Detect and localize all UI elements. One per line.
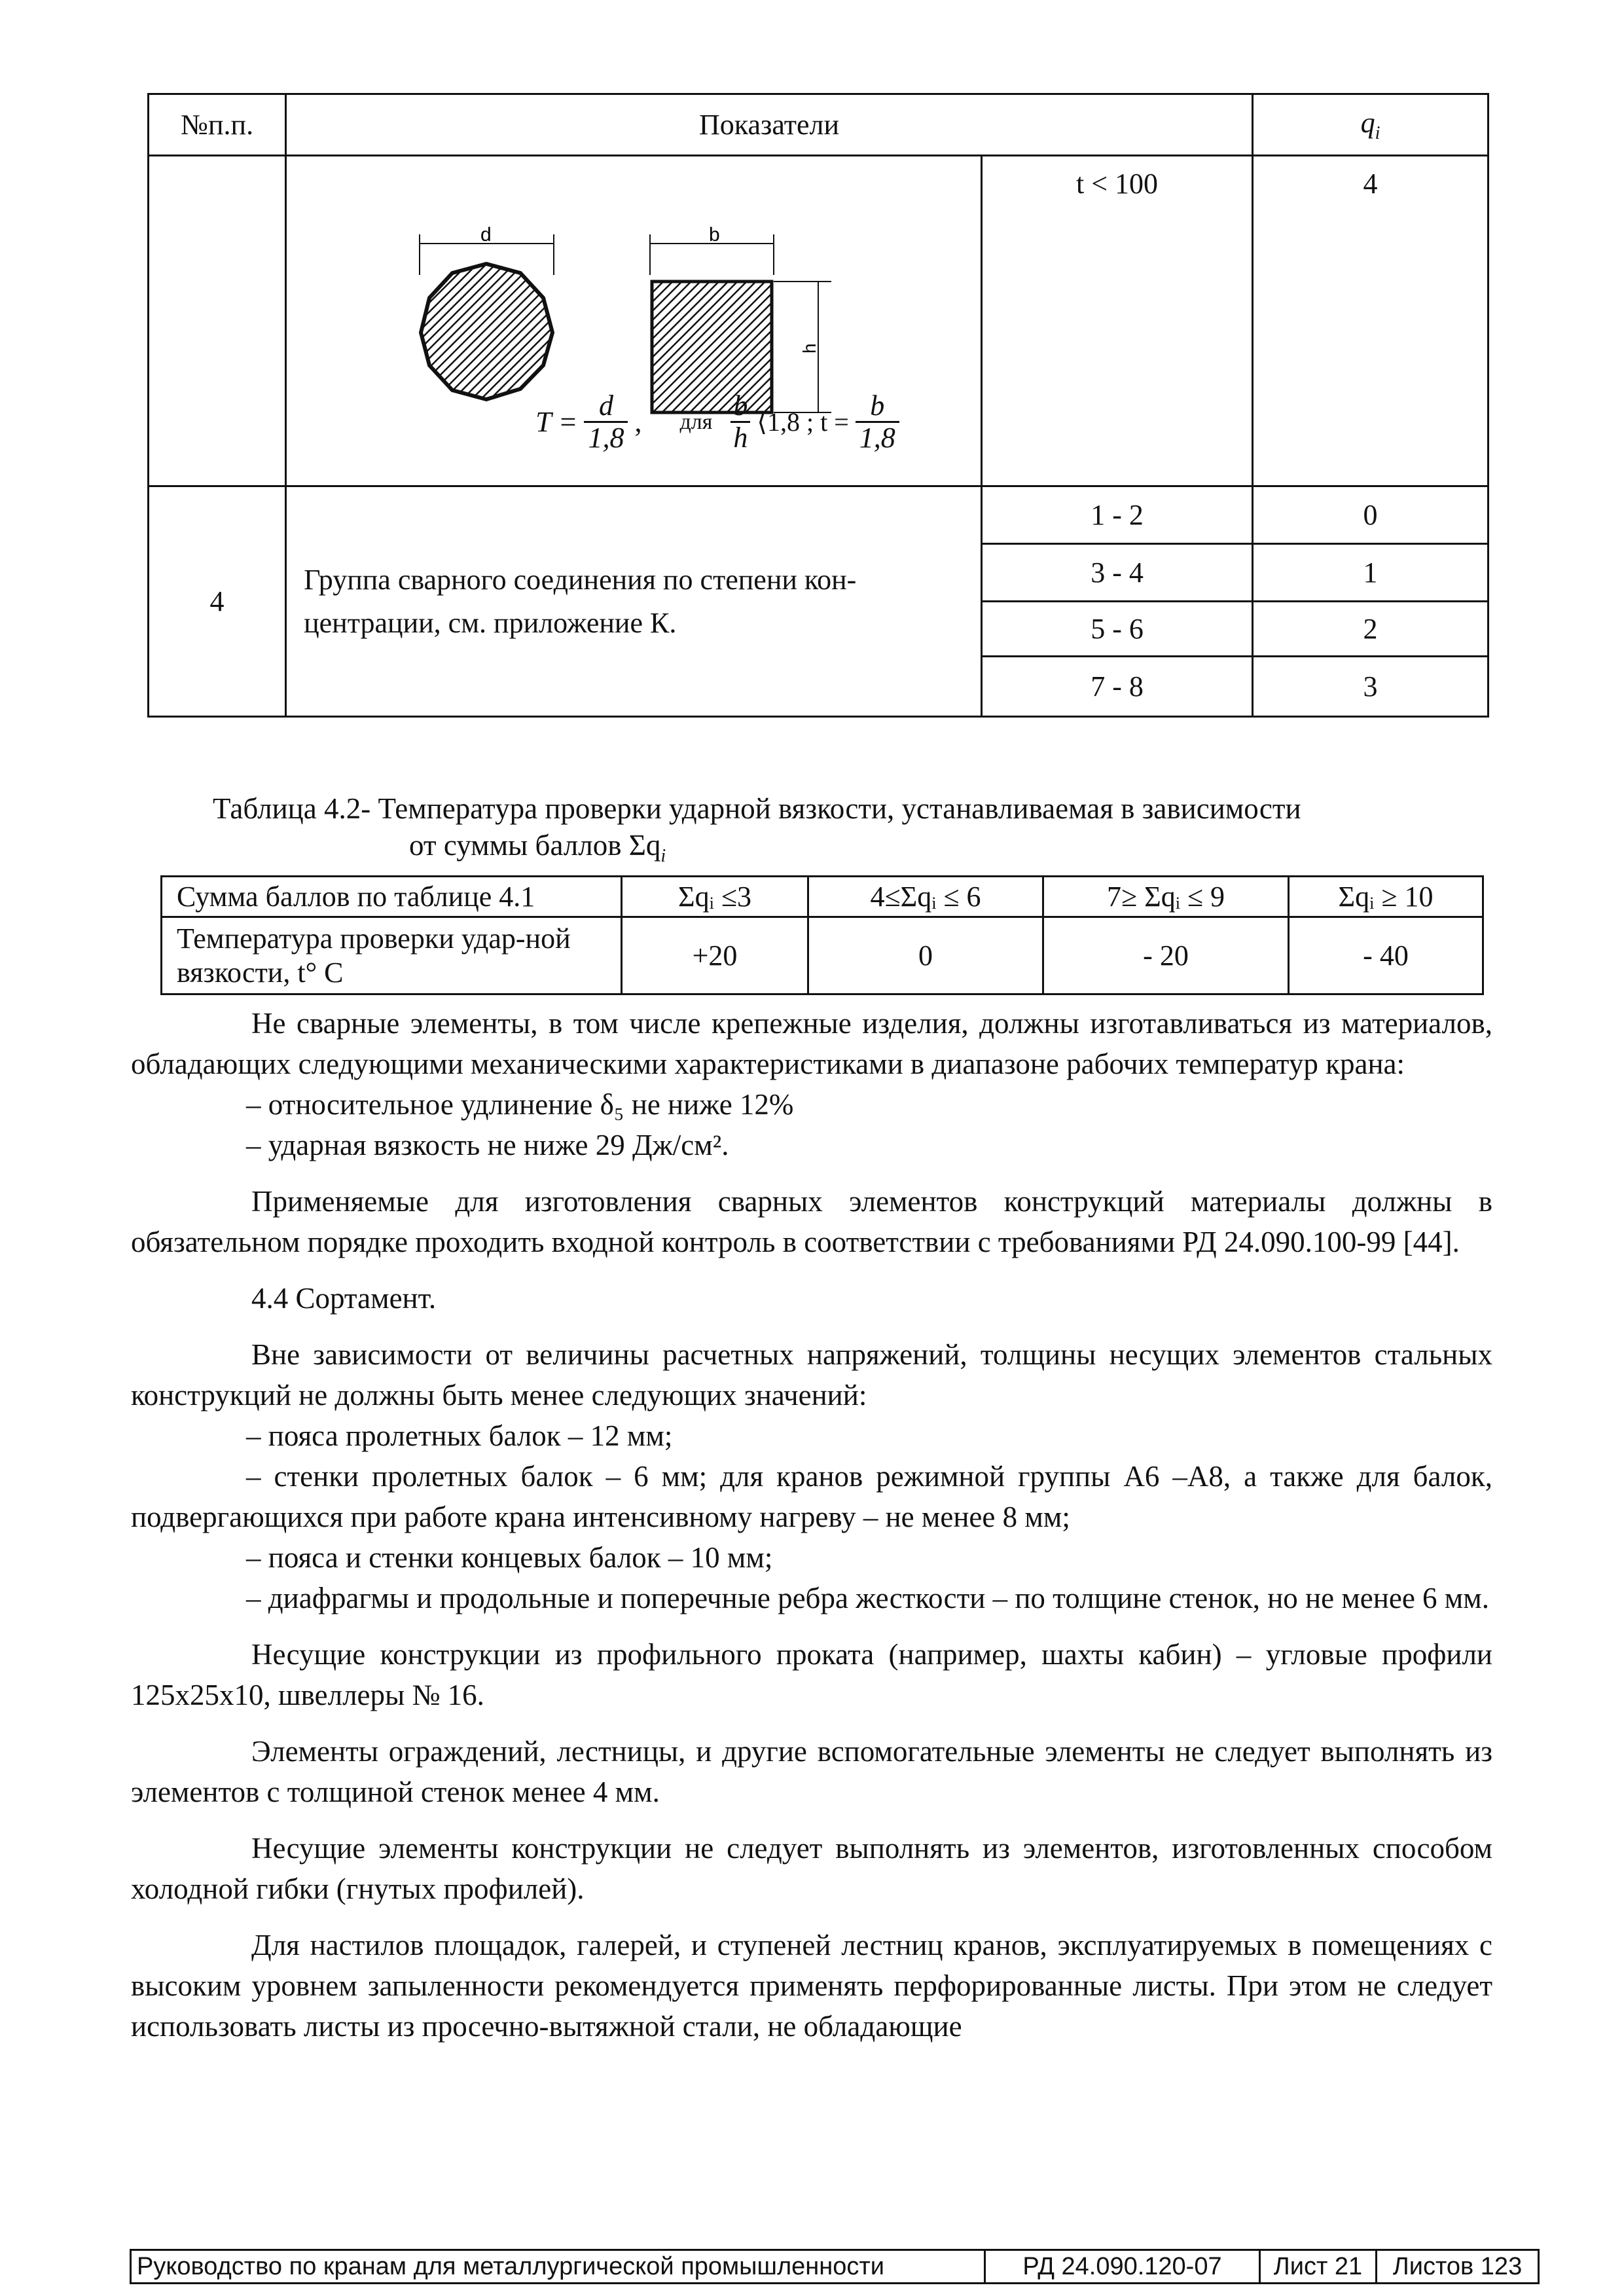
- group-q: 3: [1252, 657, 1488, 717]
- sum-range: 4≤Σqᵢ ≤ 6: [808, 877, 1043, 917]
- bullet-flanges: – пояса пролетных балок – 12 мм;: [246, 1419, 673, 1452]
- bullet-webs: – стенки пролетных балок – 6 мм; для кранов режимной группы А6 –А8, а также для балок, подвергающихся при работе крана интенсивному нагреву – не менее 8 мм;: [131, 1460, 1492, 1533]
- paragraph-fences: Элементы ограждений, лестницы, и другие вспомогательные элементы не следует выполнять из элементов с толщиной стенок менее 4 мм.: [131, 1735, 1492, 1808]
- paragraph-cold-bending: Несущие элементы конструкции не следует выполнять из элементов, изготовленных способом холодной гибки (гнутых профилей).: [131, 1832, 1492, 1905]
- paragraph-thickness: Вне зависимости от величины расчетных напряжений, толщины несущих элементов стальных конструкций не должны быть менее следующих значений:: [131, 1338, 1492, 1412]
- temperature-label: Температура проверки удар-ной вязкости, t° C: [162, 917, 622, 994]
- body-text: [131, 1003, 1492, 2047]
- dim-d-label: d: [480, 224, 492, 246]
- rect-section-icon: [650, 224, 831, 412]
- range-t-lt-100: t < 100: [982, 156, 1253, 486]
- temperature-row: [162, 917, 1483, 994]
- temperature-value: 0: [808, 917, 1043, 994]
- section-heading-4-4: 4.4 Сортамент.: [251, 1282, 437, 1315]
- footer-sheets-total: Листов 123: [1392, 2252, 1523, 2280]
- paragraph-decking: Для настилов площадок, галерей, и ступеней лестниц кранов, эксплуатируемых в помещениях с высоким уровнем запыленности рекомендуется применять перфорированные листы. При этом не следует использовать листы из просечно-вытяжной стали, не обладающие: [131, 1929, 1492, 2043]
- table-4-1: [147, 93, 1489, 718]
- table-header-row: [149, 94, 1489, 156]
- temperature-value: - 40: [1289, 917, 1483, 994]
- header-number: №п.п.: [149, 94, 286, 156]
- dim-b-label: b: [709, 224, 720, 246]
- header-indicators: Показатели: [286, 94, 1253, 156]
- sum-row: [162, 877, 1483, 917]
- slenderness-formula: T = $\frac{d}{1,8}$ , для b h ⟨1,8 ; t = $\frac{b}{1,8}$: [535, 391, 899, 453]
- figure-row: [149, 156, 1489, 486]
- group-description: Группа сварного соединения по степени кон-центрации, см. приложение К.: [286, 486, 982, 717]
- page-footer: [130, 2249, 1540, 2284]
- table-4-2: [160, 875, 1484, 995]
- group-range: 5 - 6: [982, 602, 1253, 657]
- group-row-1: [149, 486, 1489, 544]
- temperature-value: +20: [622, 917, 808, 994]
- round-section-icon: [420, 224, 554, 399]
- bullet-impact-toughness: – ударная вязкость не ниже 29 Дж/см².: [246, 1129, 729, 1161]
- cross-section-figure-cell: [286, 156, 982, 486]
- table-4-2-caption-line2: от суммы баллов $\Sigma q_i$: [409, 829, 666, 866]
- q-value-4: 4: [1252, 156, 1488, 486]
- bullet-elongation: – относительное удлинение δ₅ не ниже 12%: [246, 1088, 794, 1121]
- group-range: 1 - 2: [982, 486, 1253, 544]
- bullet-diaphragms: – диафрагмы и продольные и поперечные ребра жесткости – по толщине стенок, но не менее 6 мм.: [246, 1582, 1490, 1614]
- group-q: 1: [1252, 544, 1488, 602]
- figure-row-number: [149, 156, 286, 486]
- paragraph-input-control: Применяемые для изготовления сварных элементов конструкций материалы должны в обязательном порядке проходить входной контроль в соответствии с требованиями РД 24.090.100-99 [44].: [131, 1185, 1492, 1258]
- group-q: 2: [1252, 602, 1488, 657]
- table-4-2-caption-line1: Таблица 4.2- Температура проверки ударной вязкости, устанавливаемая в зависимости: [213, 792, 1301, 825]
- footer-title: Руководство по кранам для металлургической промышленности: [132, 2251, 986, 2282]
- group-row-number: 4: [149, 486, 286, 717]
- group-range: 7 - 8: [982, 657, 1253, 717]
- sum-range: 7≥ Σqᵢ ≤ 9: [1043, 877, 1289, 917]
- paragraph-rolled-profiles: Несущие конструкции из профильного проката (например, шахты кабин) – угловые профили 125х25х10, швеллеры № 16.: [131, 1638, 1492, 1711]
- header-q: $q_i$: [1252, 94, 1488, 156]
- footer-sheet: Лист 21: [1261, 2251, 1377, 2282]
- sum-range: Σqᵢ ≥ 10: [1289, 877, 1483, 917]
- paragraph-non-welded: Не сварные элементы, в том числе крепежные изделия, должны изготавливаться из материалов, обладающих следующими механическими характеристиками в диапазоне рабочих температур крана:: [131, 1007, 1492, 1080]
- sum-range: Σqᵢ ≤3: [622, 877, 808, 917]
- bullet-end-beams: – пояса и стенки концевых балок – 10 мм;: [246, 1541, 773, 1574]
- dim-h-label: h: [799, 343, 820, 354]
- group-range: 3 - 4: [982, 544, 1253, 602]
- temperature-value: - 20: [1043, 917, 1289, 994]
- sum-label: Сумма баллов по таблице 4.1: [162, 877, 622, 917]
- footer-doc-code: РД 24.090.120-07: [986, 2251, 1261, 2282]
- group-q: 0: [1252, 486, 1488, 544]
